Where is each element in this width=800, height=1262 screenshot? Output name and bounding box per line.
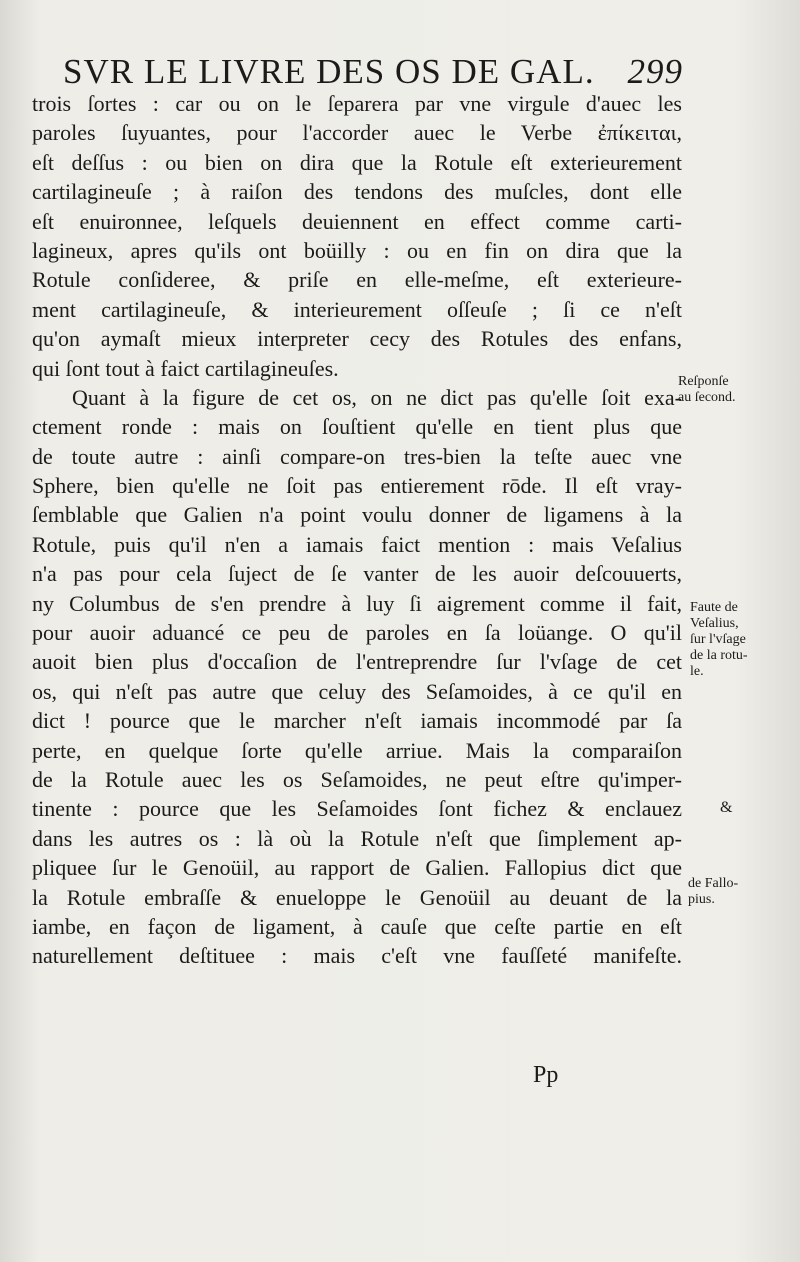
text-line: Quant à la figure de cet os, on ne dict pas qu'elle ſoit exa- [72, 384, 682, 410]
text-line: dans les autres os : là où la Rotule n'eſt que ſimplement ap- [32, 825, 682, 851]
body-text [32, 89, 682, 971]
text-line: dict ! pource que le marcher n'eſt iamais incommodé par ſa [32, 708, 682, 734]
text-line: auoit bien plus d'occaſion de l'entreprendre ſur l'vſage de cet [32, 649, 682, 675]
text-line: de la Rotule auec les os Seſamoides, ne peut eſtre qu'imper- [32, 766, 682, 792]
text-line: qu'on aymaſt mieux interpreter cecy des Rotules des enfans, [32, 326, 682, 352]
text-line: la Rotule embraſſe & enueloppe le Genoüil au deuant de la [32, 884, 682, 910]
text-line: ctement ronde : mais on ſouſtient qu'elle en tient plus que [32, 414, 682, 440]
text-line: pour auoir aduancé ce peu de paroles en ſa loüange. O qu'il [32, 620, 682, 646]
margin-note: & [720, 799, 733, 816]
text-line: qui ſont tout à faict cartilagineuſes. [32, 355, 339, 381]
margin-note: de Fallo- pius. [688, 876, 739, 907]
text-line: perte, en quelque ſorte qu'elle arriue. Mais la comparaiſon [32, 737, 682, 763]
text-line: ment cartilagineuſe, & interieurement oſſeuſe ; ſi ce n'eſt [32, 296, 682, 322]
text-line: paroles ſuyuantes, pour l'accorder auec le Verbe ἐπίκειται, [32, 120, 682, 146]
text-line: eſt enuironnee, leſquels deuiennent en effect comme carti- [32, 208, 682, 234]
margin-note: Reſponſe au ſecond. [678, 374, 736, 405]
text-line: Rotule, puis qu'il n'en a iamais faict mention : mais Veſalius [32, 531, 682, 557]
text-line: Rotule conſideree, & priſe en elle-meſme, eſt exterieure- [32, 267, 682, 293]
margin-note: Faute de Veſalius, ſur l'vſage de la rotu- le. [690, 600, 748, 679]
running-header [63, 50, 683, 94]
text-line: Sphere, bien qu'elle ne ſoit pas entierement rōde. Il eſt vray- [32, 473, 682, 499]
signature-mark: Pp [533, 1062, 559, 1088]
text-line: ſemblable que Galien n'a point voulu donner de ligamens à la [32, 502, 682, 528]
text-line: tinente : pource que les Seſamoides ſont fichez & enclauez [32, 796, 682, 822]
text-line: cartilagineuſe ; à raiſon des tendons des muſcles, dont elle [32, 179, 682, 205]
page-number: 299 [627, 52, 683, 91]
text-line: ny Columbus de s'en prendre à luy ſi aigrement comme il fait, [32, 590, 682, 616]
text-line: de toute autre : ainſi compare-on tres-bien la teſte auec vne [32, 443, 682, 469]
text-line: os, qui n'eſt pas autre que celuy des Seſamoides, à ce qu'il en [32, 678, 682, 704]
text-line: lagineux, apres qu'ils ont boüilly : ou en fin on dira que la [32, 237, 682, 263]
text-line: iambe, en façon de ligament, à cauſe que ceſte partie en eſt [32, 913, 682, 939]
running-title: SVR LE LIVRE DES OS DE GAL. [63, 52, 595, 91]
text-line: n'a pas pour cela ſuject de ſe vanter de les auoir deſcouuerts, [32, 561, 682, 587]
show-through-bleed [40, 985, 760, 1013]
text-line: trois ſortes : car ou on le ſeparera par vne virgule d'auec les [32, 91, 682, 116]
text-line: eſt deſſus : ou bien on dira que la Rotule eſt exterieurement [32, 149, 682, 175]
text-line: pliquee ſur le Genoüil, au rapport de Galien. Fallopius dict que [32, 855, 682, 881]
text-line: naturellement deſtituee : mais c'eſt vne fauſſeté manifeſte. [32, 943, 682, 969]
